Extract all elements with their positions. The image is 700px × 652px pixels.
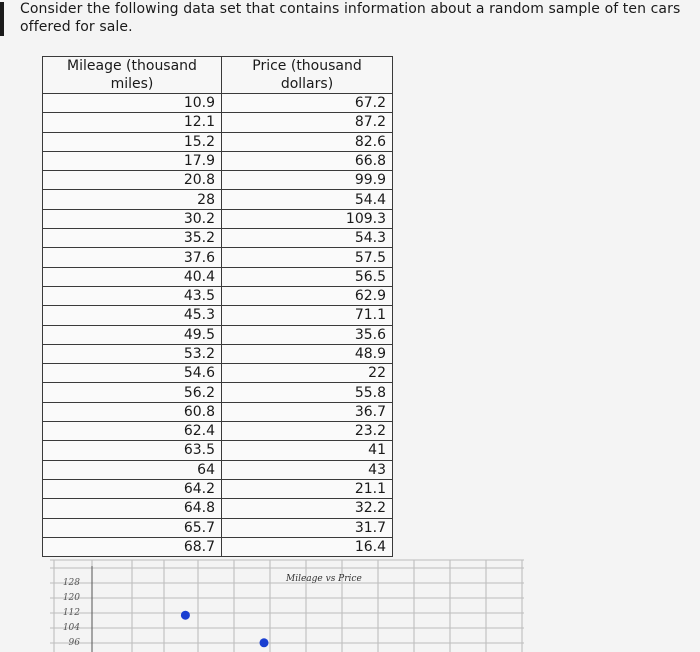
table-row bbox=[43, 286, 393, 305]
price-cell: 67.2 bbox=[222, 94, 393, 113]
table-row bbox=[43, 383, 393, 402]
table-row bbox=[43, 171, 393, 190]
price-cell: 71.1 bbox=[222, 306, 393, 325]
table-row bbox=[43, 151, 393, 170]
price-cell: 22 bbox=[222, 364, 393, 383]
price-cell: 54.4 bbox=[222, 190, 393, 209]
table-row bbox=[43, 402, 393, 421]
mileage-cell: 40.4 bbox=[43, 267, 222, 286]
table-row bbox=[43, 364, 393, 383]
price-cell: 16.4 bbox=[222, 537, 393, 556]
table-header-row bbox=[43, 57, 393, 94]
y-tick-label: 104 bbox=[62, 623, 80, 633]
mileage-cell: 64.8 bbox=[43, 499, 222, 518]
price-cell: 56.5 bbox=[222, 267, 393, 286]
table-row bbox=[43, 248, 393, 267]
price-cell: 62.9 bbox=[222, 286, 393, 305]
mileage-cell: 37.6 bbox=[43, 248, 222, 267]
left-accent-bar bbox=[0, 2, 4, 36]
mileage-cell: 20.8 bbox=[43, 171, 222, 190]
mileage-cell: 10.9 bbox=[43, 94, 222, 113]
table-row bbox=[43, 267, 393, 286]
table-row bbox=[43, 422, 393, 441]
table-row bbox=[43, 209, 393, 228]
table-row bbox=[43, 325, 393, 344]
table-row bbox=[43, 518, 393, 537]
y-tick-label: 128 bbox=[62, 578, 80, 588]
price-cell: 54.3 bbox=[222, 229, 393, 248]
mileage-cell: 43.5 bbox=[43, 286, 222, 305]
mileage-cell: 54.6 bbox=[43, 364, 222, 383]
scatter-point bbox=[181, 611, 190, 620]
table-row bbox=[43, 460, 393, 479]
table-row bbox=[43, 229, 393, 248]
mileage-cell: 64.2 bbox=[43, 479, 222, 498]
price-cell: 99.9 bbox=[222, 171, 393, 190]
scatter-chart bbox=[40, 556, 524, 652]
mileage-cell: 49.5 bbox=[43, 325, 222, 344]
y-tick-label: 120 bbox=[62, 593, 80, 603]
mileage-cell: 65.7 bbox=[43, 518, 222, 537]
table-row bbox=[43, 306, 393, 325]
mileage-cell: 30.2 bbox=[43, 209, 222, 228]
mileage-cell: 17.9 bbox=[43, 151, 222, 170]
cars-data-table bbox=[42, 56, 393, 557]
price-cell: 31.7 bbox=[222, 518, 393, 537]
price-cell: 23.2 bbox=[222, 422, 393, 441]
table-row bbox=[43, 499, 393, 518]
mileage-cell: 12.1 bbox=[43, 113, 222, 132]
intro-text: Consider the following data set that contains information about a random sample of ten cars offered for sale. bbox=[20, 1, 681, 35]
table-row bbox=[43, 537, 393, 556]
mileage-cell: 45.3 bbox=[43, 306, 222, 325]
price-cell: 55.8 bbox=[222, 383, 393, 402]
mileage-cell: 53.2 bbox=[43, 344, 222, 363]
price-cell: 41 bbox=[222, 441, 393, 460]
price-cell: 66.8 bbox=[222, 151, 393, 170]
table-row bbox=[43, 441, 393, 460]
scatter-point bbox=[260, 638, 269, 647]
price-cell: 32.2 bbox=[222, 499, 393, 518]
mileage-cell: 35.2 bbox=[43, 229, 222, 248]
mileage-cell: 28 bbox=[43, 190, 222, 209]
mileage-cell: 63.5 bbox=[43, 441, 222, 460]
chart-grid bbox=[40, 556, 524, 652]
y-tick-label: 112 bbox=[62, 608, 80, 618]
mileage-cell: 64 bbox=[43, 460, 222, 479]
price-cell: 43 bbox=[222, 460, 393, 479]
mileage-cell: 56.2 bbox=[43, 383, 222, 402]
mileage-cell: 60.8 bbox=[43, 402, 222, 421]
table-row bbox=[43, 132, 393, 151]
table-row bbox=[43, 479, 393, 498]
chart-title: Mileage vs Price bbox=[286, 574, 362, 584]
table-row bbox=[43, 113, 393, 132]
price-cell: 21.1 bbox=[222, 479, 393, 498]
header-mileage: Mileage (thousand miles) bbox=[43, 57, 222, 94]
price-cell: 36.7 bbox=[222, 402, 393, 421]
mileage-cell: 68.7 bbox=[43, 537, 222, 556]
price-cell: 57.5 bbox=[222, 248, 393, 267]
price-cell: 87.2 bbox=[222, 113, 393, 132]
price-cell: 35.6 bbox=[222, 325, 393, 344]
header-price: Price (thousand dollars) bbox=[222, 57, 393, 94]
table-row bbox=[43, 94, 393, 113]
price-cell: 82.6 bbox=[222, 132, 393, 151]
table-row bbox=[43, 190, 393, 209]
y-tick-label: 96 bbox=[68, 638, 80, 648]
mileage-cell: 62.4 bbox=[43, 422, 222, 441]
mileage-cell: 15.2 bbox=[43, 132, 222, 151]
price-cell: 109.3 bbox=[222, 209, 393, 228]
price-cell: 48.9 bbox=[222, 344, 393, 363]
table-row bbox=[43, 344, 393, 363]
